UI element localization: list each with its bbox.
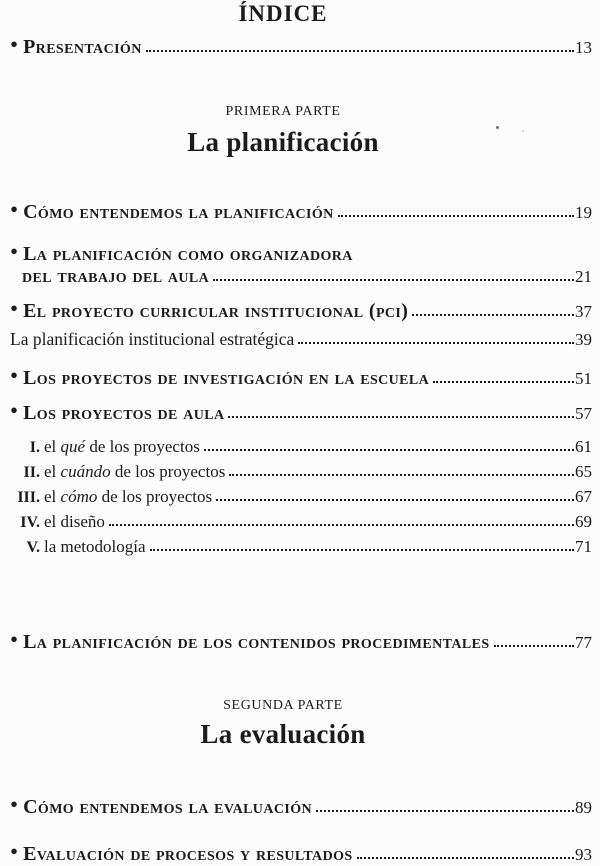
dot-leader (228, 416, 574, 418)
roman-numeral: IV. (20, 514, 40, 531)
toc-entry-page: 21 (575, 267, 592, 286)
dot-leader (204, 449, 574, 451)
scan-speck (522, 130, 524, 132)
toc-entry-contenidos-procedimentales (10, 627, 592, 654)
toc-entry-planificacion-organizadora-line2 (22, 265, 592, 288)
bullet-icon: • (10, 398, 19, 423)
toc-entry-como-entendemos-evaluacion (10, 792, 592, 819)
bullet-icon: • (10, 239, 19, 264)
dot-leader (109, 524, 574, 526)
part-kicker: SEGUNDA PARTE (223, 698, 343, 713)
toc-sub-entries (10, 435, 592, 560)
toc-entry-label: Presentación (23, 36, 142, 58)
dot-leader (316, 810, 574, 812)
part-title: La evaluación (200, 719, 366, 749)
label-italic: cómo (60, 487, 98, 506)
page-title: ÍNDICE (238, 1, 328, 26)
toc-subentry-label (44, 485, 212, 509)
toc-entry-presentacion (10, 32, 592, 59)
toc-entry-page: 19 (575, 203, 592, 222)
toc-entry-page: 37 (575, 302, 592, 321)
toc-entry-page: 51 (575, 369, 592, 388)
label-post: de los proyectos (110, 462, 226, 481)
toc-entry-label: La planificación de los contenidos procedimentales (23, 631, 490, 653)
toc-subentry-diseno (10, 510, 592, 535)
toc-subentry-que (10, 435, 592, 460)
dot-leader (412, 314, 574, 316)
label-post: de los proyectos (85, 437, 200, 456)
dot-leader (494, 645, 574, 647)
bullet-icon: • (10, 839, 19, 864)
toc-entry-page: 89 (575, 798, 592, 817)
toc-entry-page: 13 (575, 38, 592, 57)
toc-entry-label: Los proyectos de investigación en la escuela (23, 367, 430, 389)
toc-subentry-cuando (10, 460, 592, 485)
toc-entry-page: 93 (575, 845, 592, 864)
toc-entry-como-entendemos-planificacion (10, 197, 592, 224)
bullet-icon: • (10, 792, 19, 817)
part-title: La planificación (187, 127, 379, 157)
dot-leader (229, 474, 574, 476)
label-pre: el diseño (44, 512, 105, 531)
toc-entry-planificacion-organizadora-line1 (10, 239, 592, 265)
label-pre: el (44, 487, 61, 506)
dot-leader (150, 549, 574, 551)
toc-entry-label: La planificación como organizadora (23, 243, 353, 265)
part-header-segunda-parte (10, 697, 592, 750)
toc-subentry-label (44, 460, 225, 484)
scan-speck (496, 126, 499, 129)
toc-entry-label: Evaluación de procesos y resultados (23, 843, 353, 865)
bullet-icon: • (10, 296, 19, 321)
dot-leader (298, 342, 574, 344)
dot-leader (146, 50, 574, 52)
toc-entry-page: 69 (575, 512, 592, 531)
roman-numeral: II. (23, 464, 40, 481)
toc-entry-proyectos-investigacion-escuela (10, 363, 592, 390)
toc-entry-page: 77 (575, 633, 592, 652)
dot-leader (213, 279, 574, 281)
toc-entry-label-continuation: del trabajo del aula (22, 265, 210, 287)
part-kicker: PRIMERA PARTE (225, 104, 341, 119)
bullet-icon: • (10, 32, 19, 57)
toc-subentry-label (44, 510, 105, 534)
label-pre: el (44, 437, 61, 456)
label-post: de los proyectos (97, 487, 213, 506)
dot-leader (433, 381, 574, 383)
toc-entry-proyectos-de-aula (10, 398, 592, 425)
toc-entry-page: 71 (575, 537, 592, 556)
toc-subentry-metodologia (10, 535, 592, 560)
toc-entry-label: El proyecto curricular institucional (pci) (23, 300, 409, 322)
label-pre: la metodología (44, 537, 146, 556)
roman-numeral: I. (29, 439, 40, 456)
toc-entry-page: 65 (575, 462, 592, 481)
toc-entry-page: 67 (575, 487, 592, 506)
bullet-icon: • (10, 363, 19, 388)
toc-entry-label: Cómo entendemos la planificación (23, 201, 334, 223)
toc-entry-label: Cómo entendemos la evaluación (23, 796, 312, 818)
dot-leader (216, 499, 574, 501)
toc-entry-page: 57 (575, 404, 592, 423)
toc-entry-page: 39 (575, 330, 592, 349)
toc-entry-label: Los proyectos de aula (23, 402, 225, 424)
label-pre: el (44, 462, 61, 481)
toc-subentry-label (44, 535, 146, 559)
bullet-icon: • (10, 197, 19, 222)
dot-leader (338, 215, 574, 217)
toc-entry-evaluacion-procesos-resultados (10, 839, 592, 866)
toc-entry-planificacion-institucional-estrategica (10, 328, 592, 351)
part-header-primera-parte (10, 103, 592, 158)
toc-entry-proyecto-curricular-pci (10, 296, 592, 323)
label-italic: cuándo (60, 462, 111, 481)
toc-entry-page: 61 (575, 437, 592, 456)
bullet-icon: • (10, 627, 19, 652)
toc-subentry-label (44, 435, 200, 459)
roman-numeral: III. (17, 489, 40, 506)
dot-leader (357, 857, 574, 859)
label-italic: qué (60, 437, 86, 456)
toc-subentry-como (10, 485, 592, 510)
toc-entry-label: La planificación institucional estratégica (10, 329, 295, 349)
roman-numeral: V. (26, 539, 40, 556)
